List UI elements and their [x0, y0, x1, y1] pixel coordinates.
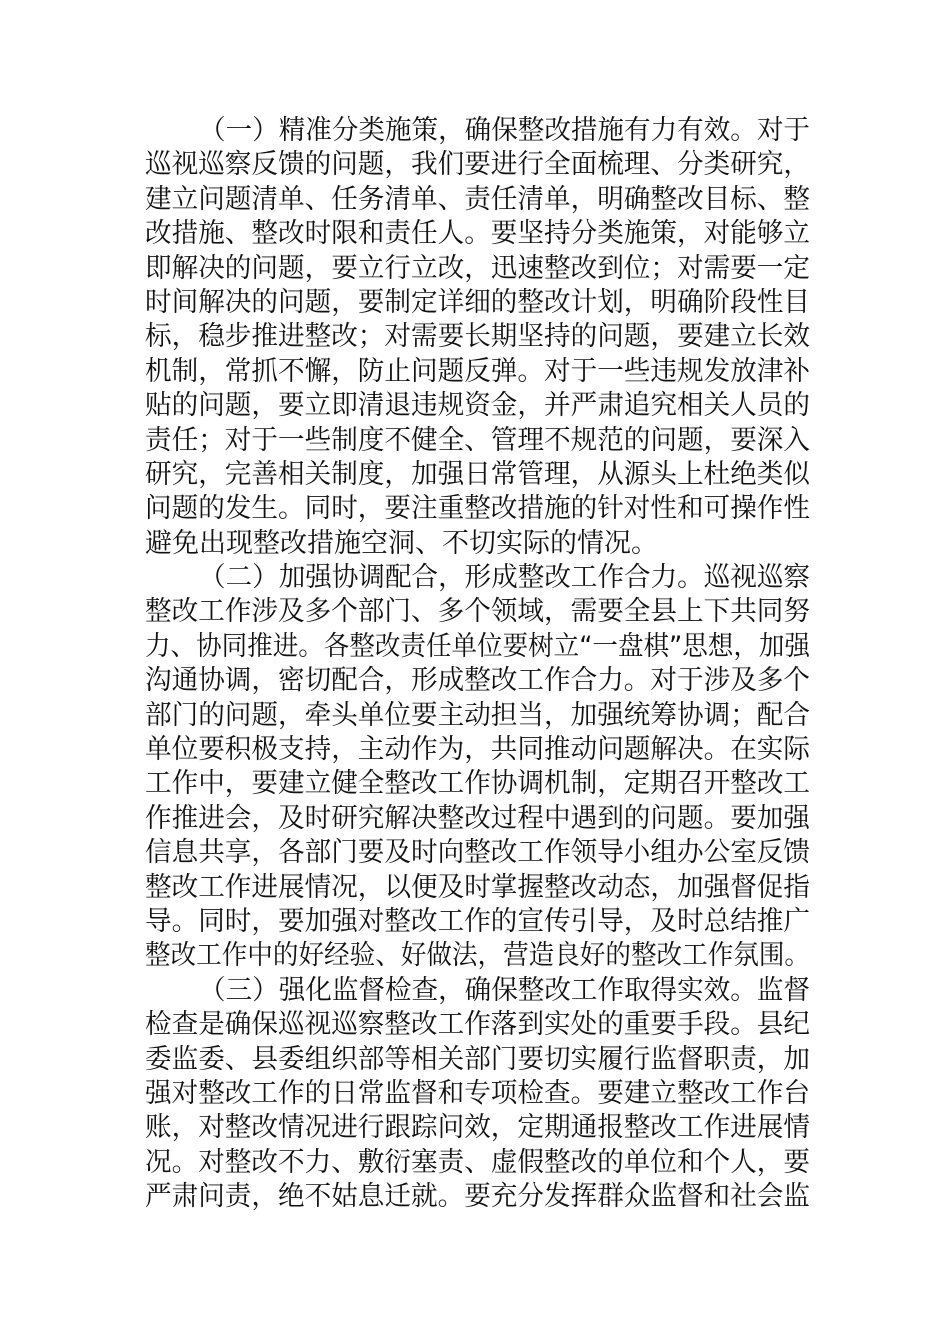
text-line: 巡视巡察反馈的问题，我们要进行全面梳理、分类研究， — [145, 149, 810, 181]
text-line: 问题的发生。同时，要注重整改措施的针对性和可操作性 — [145, 493, 810, 525]
text-line: 贴的问题，要立即清退违规资金，并严肃追究相关人员的 — [145, 390, 810, 422]
text-line: 信息共享，各部门要及时向整改工作领导小组办公室反馈 — [145, 837, 810, 869]
text-line: 改措施、整改时限和责任人。要坚持分类施策，对能够立 — [145, 218, 810, 250]
text-line: 研究，完善相关制度，加强日常管理，从源头上杜绝类似 — [145, 458, 810, 490]
text-line: 时间解决的问题，要制定详细的整改计划，明确阶段性目 — [145, 286, 810, 318]
text-line: 力、协同推进。各整改责任单位要树立“一盘棋”思想，加强 — [145, 630, 810, 662]
paragraph-first-line: （二）加强协调配合，形成整改工作合力。巡视巡察 — [199, 562, 810, 594]
text-line: 部门的问题，牵头单位要主动担当，加强统筹协调；配合 — [145, 699, 810, 731]
text-line: 建立问题清单、任务清单、责任清单，明确整改目标、整 — [145, 183, 810, 215]
text-line: 责任；对于一些制度不健全、管理不规范的问题，要深入 — [145, 424, 810, 456]
text-line: 沟通协调，密切配合，形成整改工作合力。对于涉及多个 — [145, 665, 810, 697]
text-line: 检查是确保巡视巡察整改工作落到实处的重要手段。县纪 — [145, 1009, 810, 1041]
paragraph-first-line: （三）强化监督检查，确保整改工作取得实效。监督 — [199, 974, 810, 1006]
text-line: 严肃问责，绝不姑息迁就。要充分发挥群众监督和社会监 — [145, 1181, 810, 1213]
text-line: 整改工作进展情况，以便及时掌握整改动态，加强督促指 — [145, 871, 810, 903]
text-line: 即解决的问题，要立行立改，迅速整改到位；对需要一定 — [145, 252, 810, 284]
text-line: 避免出现整改措施空洞、不切实际的情况。 — [145, 527, 658, 559]
text-line: 委监委、县委组织部等相关部门要切实履行监督职责，加 — [145, 1043, 810, 1075]
text-line: 标，稳步推进整改；对需要长期坚持的问题，要建立长效 — [145, 321, 810, 353]
text-line: 单位要积极支持，主动作为，共同推动问题解决。在实际 — [145, 734, 810, 766]
document-body — [145, 114, 810, 1215]
text-line: 导。同时，要加强对整改工作的宣传引导，及时总结推广 — [145, 905, 810, 937]
text-line: 整改工作中的好经验、好做法，营造良好的整改工作氛围。 — [145, 940, 810, 972]
text-line: 机制，常抓不懈，防止问题反弹。对于一些违规发放津补 — [145, 355, 810, 387]
text-line: 作推进会，及时研究解决整改过程中遇到的问题。要加强 — [145, 802, 810, 834]
text-line: 账，对整改情况进行跟踪问效，定期通报整改工作进展情 — [145, 1112, 810, 1144]
text-line: 况。对整改不力、敷衍塞责、虚假整改的单位和个人，要 — [145, 1146, 810, 1178]
paragraph-first-line: （一）精准分类施策，确保整改措施有力有效。对于 — [199, 115, 810, 146]
text-line: 强对整改工作的日常监督和专项检查。要建立整改工作台 — [145, 1077, 810, 1109]
text-line: 整改工作涉及多个部门、多个领域，需要全县上下共同努 — [145, 596, 810, 628]
text-line: 工作中，要建立健全整改工作协调机制，定期召开整改工 — [145, 768, 810, 800]
